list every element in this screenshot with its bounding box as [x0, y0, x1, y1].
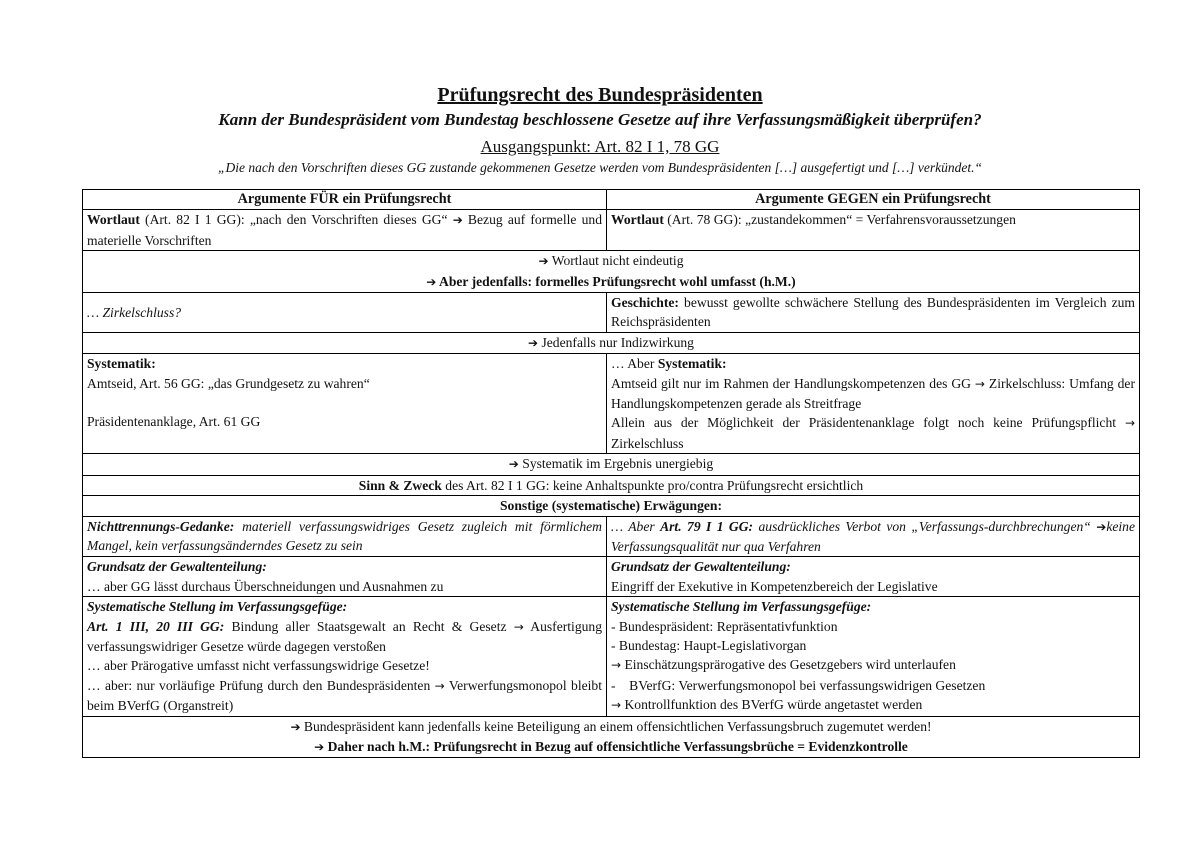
- gewaltenteilung-for-text: … aber GG lässt durchaus Überschneidungen und Ausnahmen zu: [87, 578, 444, 594]
- stellung-for-line1: [87, 617, 602, 657]
- wortlaut-for-ref: (Art. 82 I 1 GG): „nach den Vorschriften dieses GG“: [139, 212, 453, 228]
- arrow-right-icon: →: [974, 376, 985, 391]
- wortlaut-for-label: Wortlaut: [87, 212, 140, 228]
- arrow-right-icon: →: [1124, 416, 1135, 431]
- column-header-for: Argumente FÜR ein Prüfungsrecht: [83, 190, 607, 210]
- sonstige-heading: Sonstige (systematische) Erwägungen:: [83, 496, 1140, 516]
- table-row-systematik-conclusion: [83, 454, 1140, 475]
- table-row-systematik: [83, 354, 1140, 454]
- wortlaut-against-text: (Art. 78 GG): „zustandekommen“ = Verfahrensvoraussetzungen: [663, 212, 1016, 228]
- document-subtitle: Kann der Bundespräsident vom Bundestag beschlossene Gesetze auf ihre Verfassungsmäßigkeit überprüfen?: [218, 110, 982, 129]
- stellung-for-ref: Art. 1 III, 20 III GG:: [87, 618, 225, 634]
- table-row-sonstige: [83, 496, 1140, 516]
- arrow-icon: ➔: [314, 739, 325, 754]
- arrow-right-icon: →: [611, 698, 622, 713]
- table-row-gewaltenteilung: [83, 557, 1140, 597]
- wortlaut-conclusion-2: [87, 272, 1135, 292]
- systematik-against-line1b: Zirkelschluss: Umfang der Handlungskompetenzen gerade als Streitfrage: [611, 375, 1135, 412]
- stellung-for-line2: … aber Prärogative umfasst nicht verfassungswidrige Gesetze!: [87, 658, 430, 674]
- gewaltenteilung-against-text: Eingriff der Exekutive in Kompetenzbereich der Legislative: [611, 578, 938, 594]
- final-conclusion-2: [87, 737, 1135, 757]
- sinn-zweck-label: Sinn & Zweck: [358, 477, 442, 493]
- stellung-against-line3: [611, 655, 1135, 675]
- systematik-for-cell: [83, 354, 607, 454]
- final-conclusion-cell: [83, 716, 1140, 758]
- wortlaut-conclusion-cell: [83, 251, 1140, 293]
- document-header: [0, 82, 1200, 177]
- systematik-against-line2: [611, 413, 1135, 453]
- stellung-against-line5: [611, 695, 1135, 715]
- final-conclusion-2-text: Daher nach h.M.: Prüfungsrecht in Bezug auf offensichtliche Verfassungsbrüche = Evidenzkontrolle: [324, 738, 908, 754]
- document-title: Prüfungsrecht des Bundespräsidenten: [437, 84, 763, 106]
- systematik-against-heading: [611, 354, 1135, 373]
- stellung-against-line4: - BVerfG: Verwerfungsmonopol bei verfassungswidrigen Gesetzen: [611, 677, 986, 693]
- table-row-final: [83, 716, 1140, 758]
- table-row-nichttrennung: [83, 516, 1140, 557]
- gewaltenteilung-for-label: Grundsatz der Gewaltenteilung:: [87, 559, 267, 575]
- nichttrennung-against-text2: keine Verfassungsqualität nur qua Verfahren: [611, 518, 1135, 554]
- law-quote: „Die nach den Vorschriften dieses GG zustande gekommenen Gesetze werden vom Bundespräsidenten […] ausgefertigt und […] verkündet.“: [217, 160, 982, 175]
- gewaltenteilung-against-label: Grundsatz der Gewaltenteilung:: [611, 559, 791, 575]
- table-row-wortlaut: [83, 210, 1140, 251]
- nichttrennung-against-label: Art. 79 I 1 GG:: [660, 518, 754, 534]
- arrow-icon: ➔: [508, 457, 519, 472]
- sinn-zweck-cell: [83, 475, 1140, 495]
- systematik-conclusion-text: Systematik im Ergebnis unergiebig: [518, 456, 714, 472]
- arrow-icon: ➔: [452, 213, 463, 228]
- arguments-table: [82, 189, 1140, 758]
- stellung-against-line3-text: Einschätzungsprärogative des Gesetzgebers wird unterlaufen: [621, 657, 956, 673]
- sinn-zweck-text: des Art. 82 I 1 GG: keine Anhaltspunkte pro/contra Prüfungsrecht ersichtlich: [441, 477, 864, 493]
- nichttrennung-for-text: materiell verfassungswidriges Gesetz zugleich mit förmlichem Mangel, kein verfassungsänderndes Gesetz zu sein: [87, 518, 602, 553]
- arrow-right-icon: →: [434, 678, 445, 693]
- final-conclusion-1-text: Bundespräsident kann jedenfalls keine Beteiligung an einem offensichtlichen Verfassungsbruch zugemutet werden!: [300, 718, 932, 734]
- systematik-against-label: Systematik:: [657, 356, 727, 372]
- table-row-sinn-zweck: [83, 475, 1140, 495]
- gewaltenteilung-against-cell: [607, 557, 1140, 597]
- table-row-stellung: [83, 597, 1140, 716]
- systematik-against-line1a: Amtseid gilt nur im Rahmen der Handlungskompetenzen des GG: [611, 375, 975, 391]
- geschichte-against-label: Geschichte:: [611, 295, 679, 311]
- stellung-for-line3: [87, 676, 602, 716]
- stellung-against-label: Systematische Stellung im Verfassungsgefüge:: [611, 599, 872, 615]
- stellung-for-line1-text: Bindung aller Staatsgewalt an Recht & Gesetz: [224, 618, 514, 634]
- stellung-for-line3b: Verwerfungsmonopol bleibt beim BVerfG (Organstreit): [87, 677, 602, 714]
- geschichte-for-text: … Zirkelschluss?: [87, 304, 182, 320]
- table-row-geschichte-conclusion: [83, 332, 1140, 353]
- final-conclusion-1: [87, 717, 1135, 737]
- arrow-right-icon: →: [611, 658, 622, 673]
- wortlaut-against-cell: [607, 210, 1140, 251]
- systematik-against-line2b: Zirkelschluss: [611, 435, 684, 451]
- stellung-for-cell: [83, 597, 607, 716]
- systematik-conclusion-cell: [83, 454, 1140, 475]
- stellung-against-line1: - Bundespräsident: Repräsentativfunktion: [611, 618, 838, 634]
- wortlaut-conclusion-2-text: Aber jedenfalls: formelles Prüfungsrecht wohl umfasst (h.M.): [436, 273, 796, 289]
- systematik-against-prefix: … Aber: [611, 356, 658, 372]
- gewaltenteilung-for-cell: [83, 557, 607, 597]
- nichttrennung-for-label: Nichttrennungs-Gedanke:: [87, 518, 235, 534]
- table-row-geschichte: [83, 293, 1140, 333]
- systematik-for-line2: Präsidentenanklage, Art. 61 GG: [87, 414, 261, 430]
- geschichte-for-cell: [83, 293, 607, 333]
- geschichte-conclusion-cell: [83, 332, 1140, 353]
- column-header-against: Argumente GEGEN ein Prüfungsrecht: [607, 190, 1140, 210]
- table-header-row: [83, 190, 1140, 210]
- wortlaut-for-text: Bezug auf formelle und materielle Vorschriften: [87, 212, 602, 248]
- stellung-for-label: Systematische Stellung im Verfassungsgefüge:: [87, 599, 348, 615]
- nichttrennung-against-cell: [607, 516, 1140, 557]
- arrow-icon: ➔: [426, 274, 437, 289]
- wortlaut-against-label: Wortlaut: [611, 212, 664, 228]
- systematik-against-line1: [611, 374, 1135, 414]
- stellung-against-cell: [607, 597, 1140, 716]
- wortlaut-conclusion-1-text: Wortlaut nicht eindeutig: [548, 253, 684, 269]
- stellung-against-line2: - Bundestag: Haupt-Legislativorgan: [611, 637, 807, 653]
- arrow-icon: ➔: [528, 335, 539, 350]
- nichttrennung-against-text: ausdrückliches Verbot von „Verfassungs-durchbrechungen“: [753, 518, 1097, 534]
- nichttrennung-for-cell: [83, 516, 607, 557]
- systematik-for-line1: Amtseid, Art. 56 GG: „das Grundgesetz zu wahren“: [87, 375, 370, 391]
- stellung-for-line1b: Ausfertigung verfassungswidriger Gesetze würde dagegen verstoßen: [87, 618, 603, 654]
- systematik-against-line2a: Allein aus der Möglichkeit der Präsidentenanklage folgt noch keine Prüfungspflicht: [611, 415, 1125, 431]
- stellung-against-line5-text: Kontrollfunktion des BVerfG würde angetastet werden: [621, 697, 923, 713]
- starting-point: Ausgangspunkt: Art. 82 I 1, 78 GG: [480, 137, 720, 156]
- arrow-right-icon: →: [513, 619, 524, 634]
- arrow-icon: ➔: [538, 254, 549, 269]
- systematik-against-cell: [607, 354, 1140, 454]
- stellung-for-line3-text: … aber: nur vorläufige Prüfung durch den Bundespräsidenten: [87, 677, 435, 693]
- geschichte-conclusion-text: Jedenfalls nur Indizwirkung: [538, 334, 694, 350]
- arrow-icon: ➔: [1096, 519, 1107, 534]
- table-row-wortlaut-conclusion: [83, 251, 1140, 293]
- geschichte-against-text: bewusst gewollte schwächere Stellung des Bundespräsidenten im Vergleich zum Reichspräsidenten: [611, 295, 1135, 330]
- wortlaut-conclusion-1: [87, 251, 1135, 271]
- nichttrennung-against-prefix: … Aber: [611, 518, 661, 534]
- systematik-for-label: Systematik:: [87, 356, 156, 372]
- wortlaut-for-cell: [83, 210, 607, 251]
- arrow-icon: ➔: [290, 719, 301, 734]
- geschichte-against-cell: [607, 293, 1140, 333]
